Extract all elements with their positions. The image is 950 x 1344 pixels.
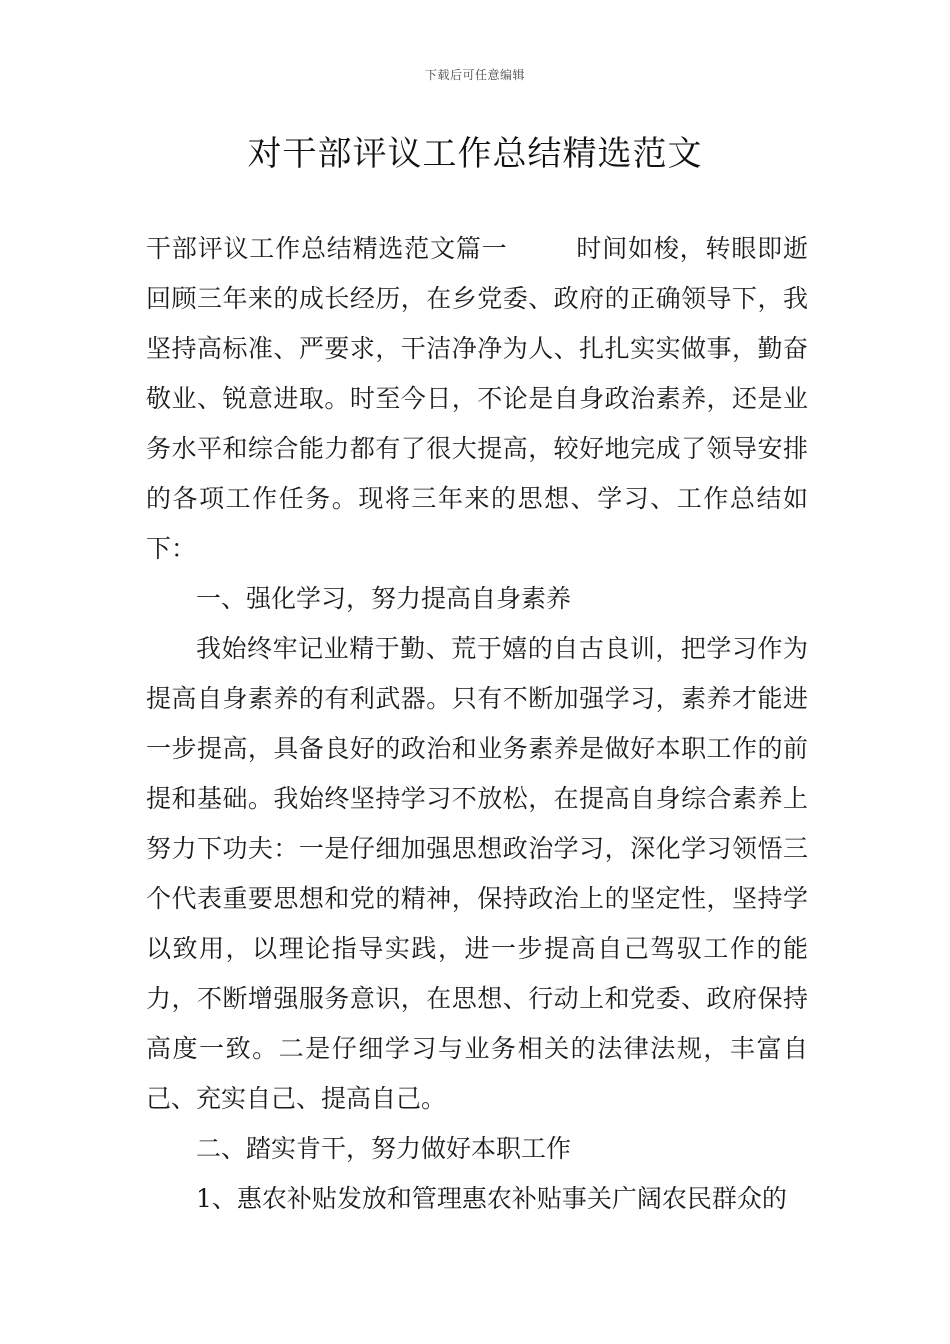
section-heading-2: 二、踏实肯干，努力做好本职工作 [196, 1134, 572, 1163]
header-note: 下载后可任意编辑 [424, 68, 525, 82]
paragraph-study: 我始终牢记业精于勤、荒于嬉的自古良训，把学习作为提高自身素养的有利武器。只有不断加强学习，素养才能进一步提高，具备良好的政治和业务素养是做好本职工作的前提和基础。我始终坚持学习不放松，在提高自身综合素养上努力下功夫：一是仔细加强思想政治学习，深化学习领悟三个代表重要思想和党的精神，保持政治上的坚定性，坚持学以致用，以理论指导实践，进一步提高自己驾驭工作的能力，不断增强服务意识，在思想、行动上和党委、政府保持高度一致。二是仔细学习与业务相关的法律法规，丰富自己、充实自己、提高自己。 [146, 634, 808, 1113]
document-body [146, 224, 808, 1224]
section-heading-1: 一、强化学习，努力提高自身素养 [196, 584, 572, 613]
page-title: 对干部评议工作总结精选范文 [247, 134, 703, 174]
section-lead: 干部评议工作总结精选范文篇一 [146, 234, 508, 263]
paragraph-subsidy: 1、惠农补贴发放和管理惠农补贴事关广阔农民群众的 [196, 1184, 787, 1213]
paragraph-intro [146, 224, 808, 574]
paragraph-intro-text: 时间如梭，转眼即逝回顾三年来的成长经历，在乡党委、政府的正确领导下，我坚持高标准、严要求，干洁净净为人、扎扎实实做事，勤奋敬业、锐意进取。时至今日，不论是自身政治素养，还是业务水平和综合能力都有了很大提高，较好地完成了领导安排的各项工作任务。现将三年来的思想、学习、工作总结如下： [146, 234, 808, 563]
